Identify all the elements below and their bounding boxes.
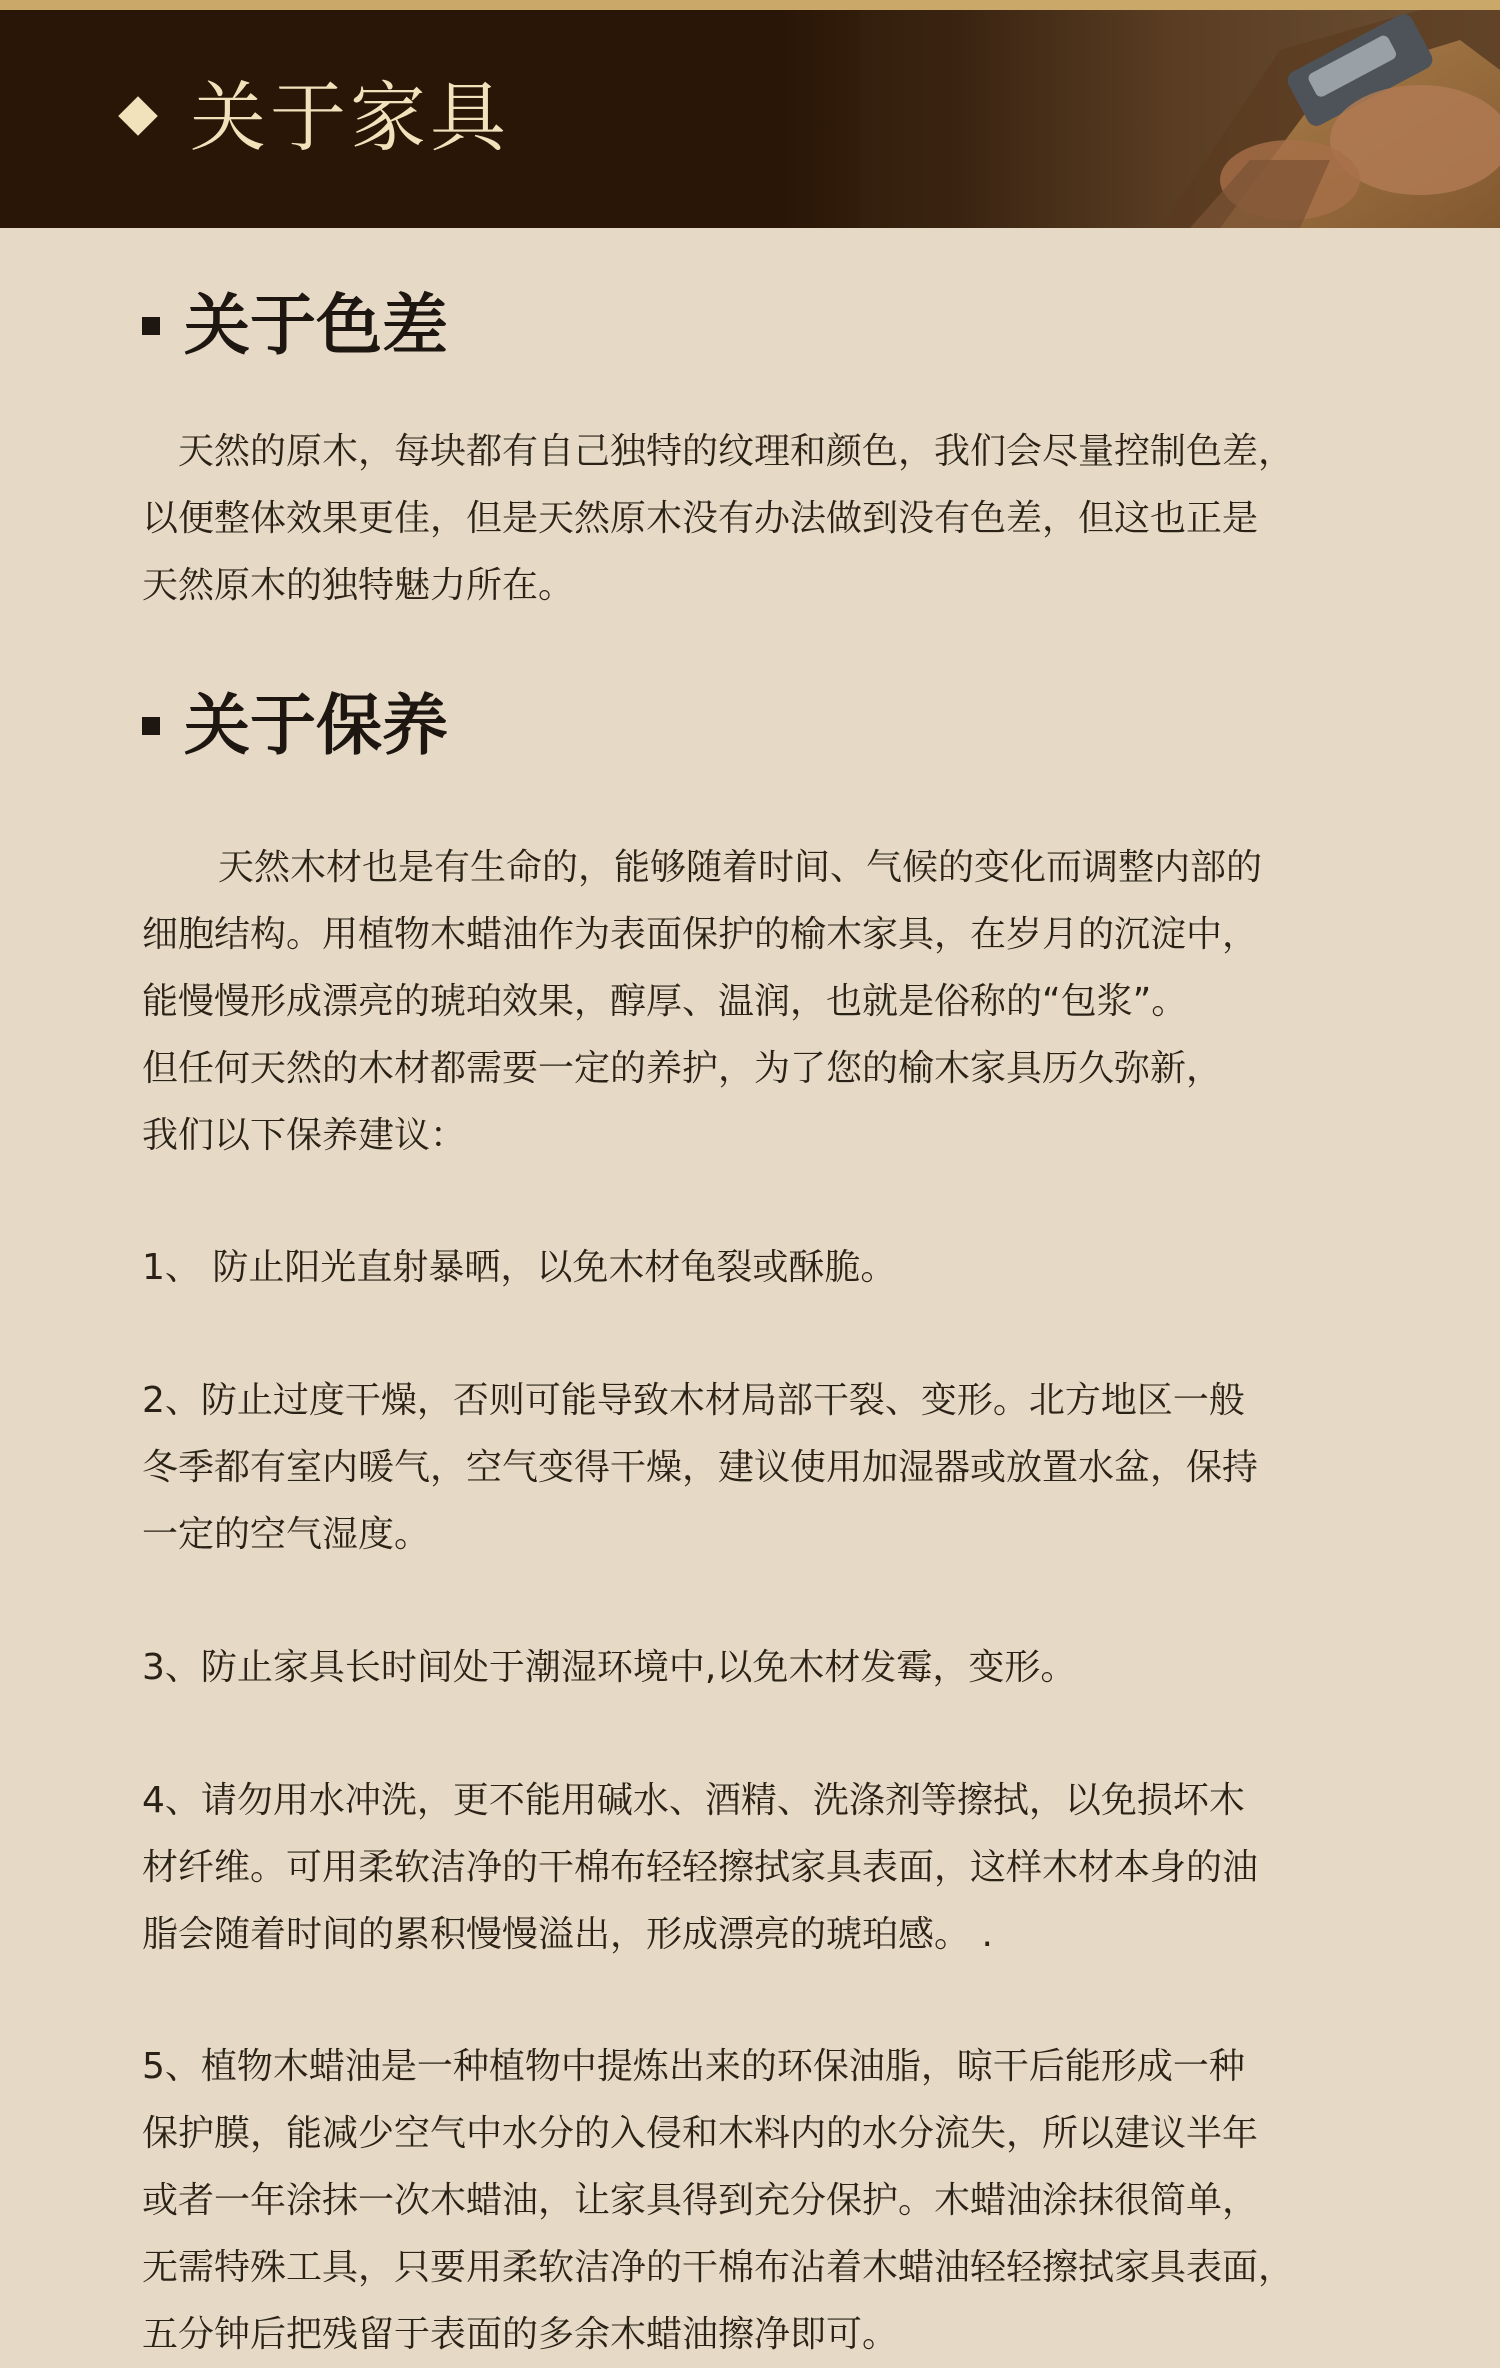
header-banner <box>0 10 1500 228</box>
text-line: 3、防止家具长时间处于潮湿环境中,以免木材发霉，变形。 <box>142 1647 1077 1688</box>
top-accent-line <box>0 0 1500 10</box>
square-bullet-icon <box>142 717 160 735</box>
text-line: 无需特殊工具，只要用柔软洁净的干棉布沾着木蜡油轻轻擦拭家具表面， <box>142 2247 1295 2288</box>
section-title: 关于色差 <box>184 287 448 364</box>
text-line: 天然原木的独特魅力所在。 <box>142 565 575 606</box>
text-line: 冬季都有室内暖气，空气变得干燥，建议使用加湿器或放置水盆，保持 <box>142 1447 1259 1488</box>
text-line: 脂会随着时间的累积慢慢溢出，形成漂亮的琥珀感。 . <box>142 1914 993 1955</box>
maintenance-intro-paragraph <box>142 834 1412 1169</box>
text-line: 材纤维。可用柔软洁净的干棉布轻轻擦拭家具表面，这样木材本身的油 <box>142 1847 1259 1888</box>
text-line: 一定的空气湿度。 <box>142 1514 431 1555</box>
text-line: 2、防止过度干燥，否则可能导致木材局部干裂、变形。北方地区一般 <box>142 1380 1245 1421</box>
text-line: 五分钟后把残留于表面的多余木蜡油擦净即可。 <box>142 2314 899 2355</box>
maintenance-item-4 <box>142 1767 1412 1968</box>
text-line: 或者一年涂抹一次木蜡油，让家具得到充分保护。木蜡油涂抹很简单， <box>142 2180 1259 2221</box>
section-heading-color-difference <box>142 286 448 366</box>
text-line: 1、 防止阳光直射暴晒，以免木材龟裂或酥脆。 <box>142 1247 897 1288</box>
text-line: 但任何天然的木材都需要一定的养护，为了您的榆木家具历久弥新， <box>142 1048 1223 1089</box>
text-line: 以便整体效果更佳，但是天然原木没有办法做到没有色差，但这也正是 <box>142 498 1259 539</box>
woodworking-hands-image <box>860 10 1500 228</box>
text-line: 天然的原木，每块都有自己独特的纹理和颜色，我们会尽量控制色差， <box>178 431 1295 472</box>
text-line: 保护膜，能减少空气中水分的入侵和木料内的水分流失，所以建议半年 <box>142 2113 1259 2154</box>
maintenance-item-2 <box>142 1367 1412 1568</box>
maintenance-item-3 <box>142 1634 1412 1701</box>
text-line: 我们以下保养建议： <box>142 1115 467 1156</box>
diamond-bullet-icon <box>118 96 158 136</box>
maintenance-item-1 <box>142 1234 1412 1301</box>
text-line: 天然木材也是有生命的，能够随着时间、气候的变化而调整内部的 <box>218 847 1263 888</box>
square-bullet-icon <box>142 317 160 335</box>
text-line: 细胞结构。用植物木蜡油作为表面保护的榆木家具，在岁月的沉淀中， <box>142 914 1259 955</box>
section-title: 关于保养 <box>184 687 448 764</box>
text-line: 能慢慢形成漂亮的琥珀效果，醇厚、温润，也就是俗称的“包浆”。 <box>142 981 1188 1022</box>
maintenance-item-5 <box>142 2033 1412 2368</box>
section-heading-maintenance <box>142 686 448 766</box>
text-line: 4、请勿用水冲洗，更不能用碱水、酒精、洗涤剂等擦拭，以免损坏木 <box>142 1780 1245 1821</box>
text-line: 5、植物木蜡油是一种植物中提炼出来的环保油脂，晾干后能形成一种 <box>142 2046 1245 2087</box>
banner-title: 关于家具 <box>190 73 510 162</box>
color-difference-paragraph <box>142 418 1412 619</box>
